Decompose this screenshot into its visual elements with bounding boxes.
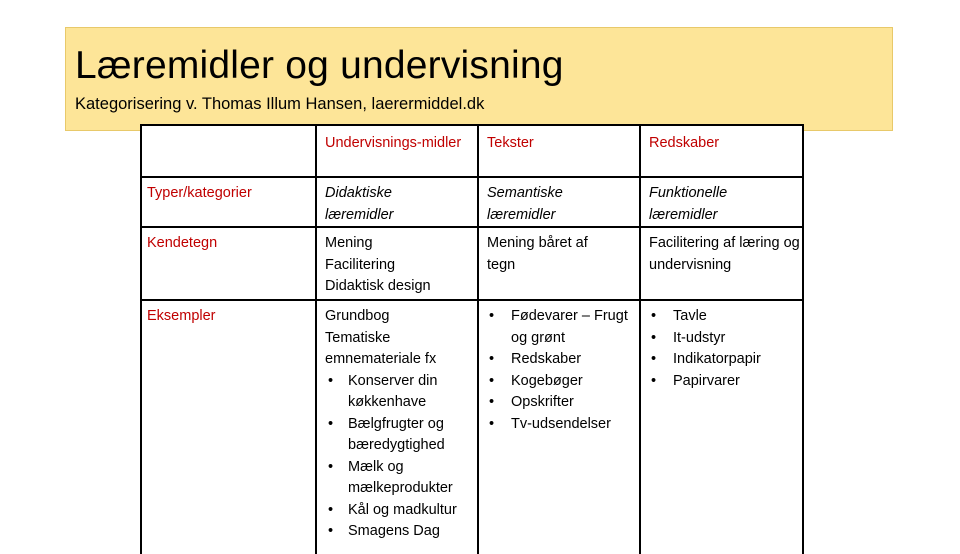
slide-subtitle: Kategorisering v. Thomas Illum Hansen, laerermiddel.dk [75,95,485,113]
row-divider [142,176,802,178]
list-item: • Indikatorpapir [649,349,799,371]
list-item: • Smagens Dag [325,521,473,543]
list-item: • Papirvarer [649,371,799,393]
example-bullet-list [325,371,473,543]
column-divider [315,126,317,554]
list-item: • Opskrifter [487,392,632,414]
cell-typer-tekster: Semantiske læremidler [487,185,563,223]
column-header-tekster: Tekster [487,135,534,151]
list-item: • Kogebøger [487,371,632,393]
list-item: • Kål og madkultur [325,500,473,522]
column-divider [477,126,479,554]
cell-eksempler-undervisningsmidler: Grundbog Tematiske emnemateriale fx • Konserver din køkkenhave • Bælgfrugter og bæredygtighed • Mælk og mælkeprodukter • Kål og madkultur • Smagens Dag [325,306,473,543]
list-item: • Tavle [649,306,799,328]
list-item: • Redskaber [487,349,632,371]
column-header-redskaber: Redskaber [649,135,720,151]
list-item: • Konserver din køkkenhave [325,371,473,414]
row-label-eksempler: Eksempler [147,308,216,324]
column-header-undervisningsmidler: Undervisnings-midler [325,135,462,151]
cell-kendetegn-undervisningsmidler: Mening Facilitering Didaktisk design [325,235,431,294]
list-item: • Mælk og mælkeprodukter [325,457,473,500]
cell-eksempler-redskaber [649,306,799,392]
example-bullet-list [487,306,632,435]
cell-typer-redskaber: Funktionelle læremidler [649,185,728,223]
example-bullet-list [649,306,799,392]
cell-eksempler-tekster [487,306,632,435]
list-item: • Bælgfrugter og bæredygtighed [325,414,473,457]
row-label-kendetegn: Kendetegn [147,235,218,251]
title-banner [65,27,893,131]
row-label-typer: Typer/kategorier [147,185,252,201]
list-item: • It-udstyr [649,328,799,350]
row-divider [142,299,802,301]
list-item: • Fødevarer – Frugt og grønt [487,306,632,349]
cell-kendetegn-redskaber: Facilitering af læring og undervisning [649,235,800,273]
slide-title: Læremidler og undervisning [75,44,564,87]
cell-kendetegn-tekster: Mening båret af tegn [487,235,588,273]
list-item: • Tv-udsendelser [487,414,632,436]
categorization-table [140,124,804,554]
row-divider [142,226,802,228]
column-divider [639,126,641,554]
cell-typer-undervisningsmidler: Didaktiske læremidler [325,185,394,223]
